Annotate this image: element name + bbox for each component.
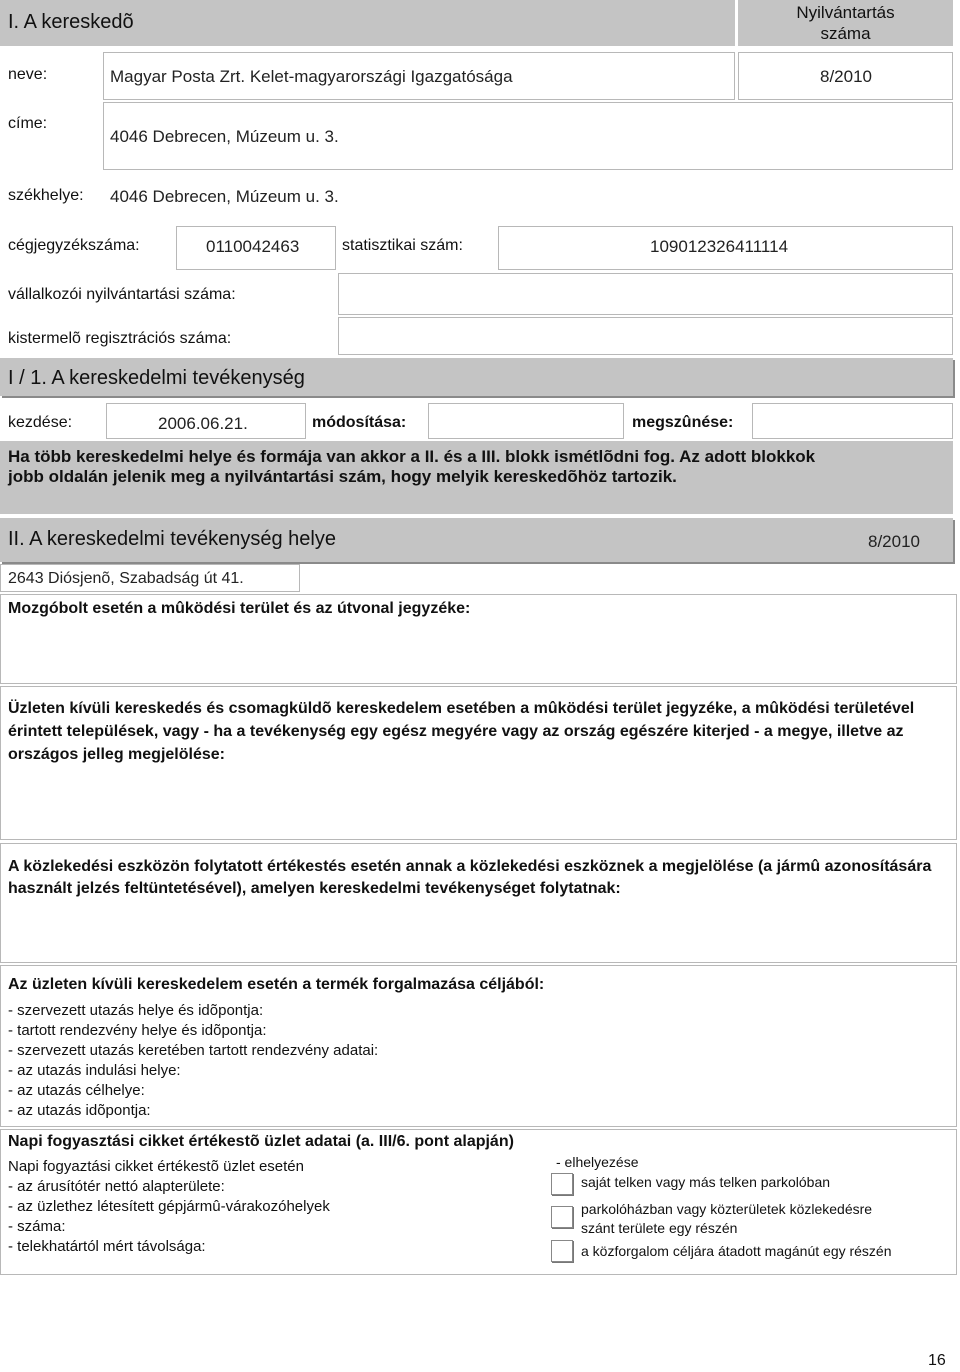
company-reg-value: 0110042463 <box>206 237 300 256</box>
list-item: - az üzlethez létesített gépjármû-várakozóhelyek <box>8 1198 330 1215</box>
placement-option-garage: parkolóházban vagy közterületek közlekedésre szánt területe egy részén <box>581 1201 873 1236</box>
page-number: 16 <box>928 1352 946 1369</box>
outside-label: Üzleten kívüli kereskedés és csomagküldõ kereskedelem esetében a mûködési terület jegyzéke, a mûködési területével érintett települések, vagy - ha a tevékenység egy egész megyére vagy az ország egészére kiterjed - a megye, illetve az országos jelleg megjelölése: <box>8 700 915 763</box>
name-value: Magyar Posta Zrt. Kelet-magyarországi Igazgatósága <box>110 67 513 86</box>
list-item: - szervezett utazás helye és idõpontja: <box>8 1002 264 1019</box>
placement-checkbox-private-road[interactable] <box>551 1240 573 1262</box>
producer-label: kistermelõ regisztrációs száma: <box>8 330 232 347</box>
location-title: II. A kereskedelmi tevékenység helye <box>8 528 336 550</box>
placement-option-own-plot: saját telken vagy más telken parkolóban <box>581 1174 831 1190</box>
mobile-label: Mozgóbolt esetén a mûködési terület és az útvonal jegyzéke: <box>8 600 471 617</box>
end-label: megszûnése: <box>632 414 734 431</box>
stat-value: 109012326411114 <box>650 237 789 256</box>
list-item: Napi fogyaztási cikket értékestõ üzlet esetén <box>8 1158 304 1175</box>
list-item: - telekhatártól mért távolsága: <box>8 1238 206 1255</box>
address-label: címe: <box>8 115 48 132</box>
address-value: 4046 Debrecen, Múzeum u. 3. <box>110 127 339 146</box>
placement-checkbox-own-plot[interactable] <box>551 1173 573 1195</box>
reg-number-value: 8/2010 <box>820 67 872 86</box>
list-item: - tartott rendezvény helye és idõpontja: <box>8 1022 267 1039</box>
placement-checkbox-garage[interactable] <box>551 1206 573 1228</box>
outside-sales-list <box>8 1001 378 1121</box>
list-item: - az utazás célhelye: <box>8 1082 145 1099</box>
entrepreneur-field <box>338 273 953 315</box>
location-address: 2643 Diósjenõ, Szabadság út 41. <box>8 570 244 587</box>
start-value: 2006.06.21. <box>158 414 248 433</box>
stat-label: statisztikai szám: <box>342 237 463 254</box>
list-item: - az utazás indulási helye: <box>8 1062 181 1079</box>
outside-sales-title: Az üzleten kívüli kereskedelem esetén a termék forgalmazása céljából: <box>8 976 545 993</box>
reg-number-label: Nyilvántartás száma <box>796 3 895 43</box>
start-label: kezdése: <box>8 414 73 431</box>
list-item: - szervezett utazás keretében tartott rendezvény adatai: <box>8 1042 379 1059</box>
list-item: - száma: <box>8 1218 66 1235</box>
modify-label: módosítása: <box>312 414 407 431</box>
section-title: I. A kereskedõ <box>8 11 134 33</box>
placement-label: - elhelyezése <box>556 1154 639 1170</box>
repeat-note: Ha több kereskedelmi helye és formája van akkor a II. és a III. blokk ismétlõdni fog. Az adott blokkok jobb oldalán jelenik meg a nyilvántartási szám, hogy melyik kereskedõhöz tartozik. <box>8 447 816 486</box>
list-item: - az utazás idõpontja: <box>8 1102 151 1119</box>
placement-option-private-road: a közforgalom céljára átadott magánút egy részén <box>581 1243 892 1259</box>
daily-goods-list <box>8 1157 330 1257</box>
company-reg-label: cégjegyzékszáma: <box>8 237 140 254</box>
producer-field <box>338 317 953 355</box>
seat-label: székhelye: <box>8 187 84 204</box>
vehicle-label: A közlekedési eszközön folytatott értékestés esetén annak a közlekedési eszköznek a megjelölése (a jármû azonosítására használt jelzés feltüntetésével), amelyen kereskedelmi tevékenységet folytatnak: <box>8 858 932 897</box>
entrepreneur-label: vállalkozói nyilvántartási száma: <box>8 286 236 303</box>
list-item: - az árusítótér nettó alapterülete: <box>8 1178 225 1195</box>
end-field <box>752 403 953 439</box>
activity-title: I / 1. A kereskedelmi tevékenység <box>8 367 305 389</box>
modify-field <box>428 403 624 439</box>
daily-goods-title: Napi fogyasztási cikket értékestõ üzlet adatai (a. III/6. pont alapján) <box>8 1133 514 1150</box>
location-reg-number: 8/2010 <box>868 532 920 551</box>
seat-value: 4046 Debrecen, Múzeum u. 3. <box>110 187 339 206</box>
name-label: neve: <box>8 66 48 83</box>
